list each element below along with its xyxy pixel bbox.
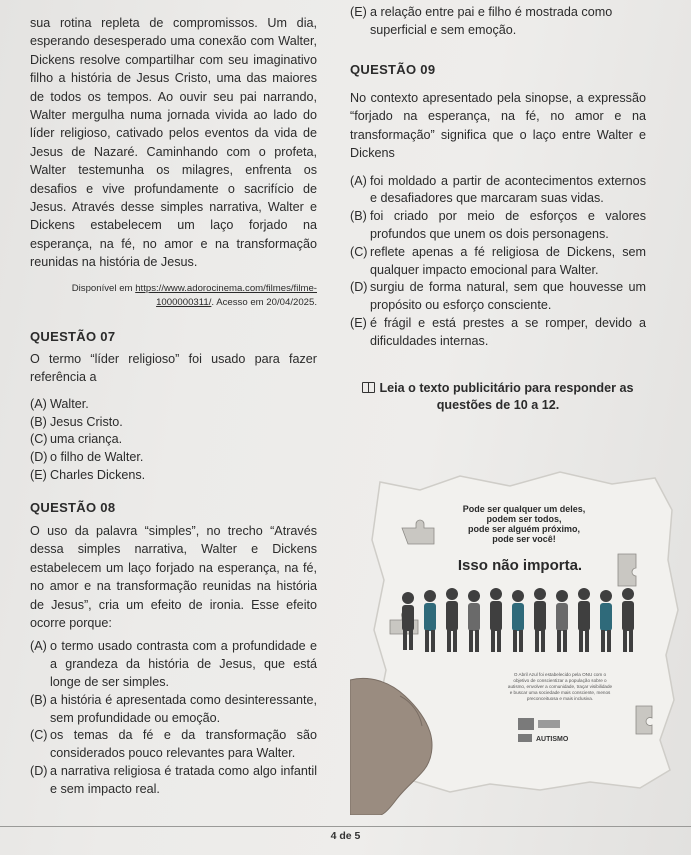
- option-b[interactable]: (B) foi criado por meio de esforços e valores profundos que unem os dois personagens.: [350, 209, 646, 242]
- option-c[interactable]: (C) uma criança.: [30, 432, 123, 447]
- passage-line: desafios e vive profundamente o sacrifício de: [30, 181, 317, 196]
- question-08-option-e[interactable]: (E) a relação entre pai e filho é mostrada como superficial e sem emoção.: [350, 5, 613, 37]
- option-a[interactable]: (A) Walter.: [30, 396, 89, 411]
- option-e[interactable]: (E) Charles Dickens.: [30, 468, 146, 482]
- ad-small-print: O Abril Azul foi estabelecido pela ONU com o: [513, 672, 607, 677]
- passage-line: líder religioso, cativado pelos eventos da vida de: [30, 126, 317, 141]
- source-link-continued[interactable]: 1000000311/: [156, 297, 212, 309]
- options-list: [30, 396, 317, 485]
- book-icon: [362, 382, 375, 393]
- question-stem: O termo “líder religioso” foi usado para fazer referência a: [30, 352, 317, 385]
- reading-instruction: Leia o texto publicitário para responder as questões de 10 a 12.: [350, 380, 646, 414]
- option-d[interactable]: (D) surgiu de forma natural, sem que houvesse um propósito ou esforço consciente.: [350, 280, 646, 313]
- logo-icon: [518, 734, 532, 742]
- ad-big-text: Isso não importa.: [457, 557, 583, 574]
- passage-text: [30, 14, 317, 272]
- passage-line: de todos os tempos. Ao ouvir seu pai narrando,: [30, 89, 317, 104]
- passage-line: sua rotina repleta de compromissos. Um dia,: [30, 16, 317, 30]
- option-c[interactable]: (C) reflete apenas a fé religiosa de Dickens, sem qualquer impacto emocional para Walter.: [350, 244, 646, 277]
- option-a[interactable]: (A) foi moldado a partir de acontecimentos externos e desafiadores que marcaram suas vidas.: [350, 173, 646, 206]
- ad-small-print: objetivo de conscientizar a população sobre o: [513, 678, 607, 683]
- question-title: QUESTÃO 07: [30, 329, 116, 344]
- passage-line: Jesus de Nazaré. Caminhando com o profeta,: [30, 144, 317, 159]
- ad-logo-text: AUTISMO: [536, 736, 569, 743]
- passage-line: Jesus. Através desse simples narrativa, Walter e: [30, 200, 317, 215]
- option-b[interactable]: (B) Jesus Cristo.: [30, 414, 123, 429]
- options-list: [30, 638, 317, 798]
- option-b[interactable]: (B) a história é apresentada como desinteressante, sem profundidade ou emoção.: [30, 692, 317, 725]
- passage-line: Dickens resolve compartilhar com seu imaginativo: [30, 52, 317, 67]
- option-c[interactable]: (C) os temas da fé e da transformação são considerados pouco relevantes para Walter.: [30, 728, 317, 761]
- logo-icon: [518, 718, 534, 730]
- passage-line: esperando desesperado uma conexão com Walter,: [30, 34, 317, 49]
- question-title: QUESTÃO 09: [350, 62, 436, 77]
- page-number: 4 de 5: [330, 830, 361, 842]
- ad-headline-3: pode ser alguém próximo,: [467, 524, 581, 534]
- question-07: [30, 329, 317, 485]
- ad-headline-2: podem ser todos,: [486, 514, 562, 524]
- question-title: QUESTÃO 08: [30, 500, 116, 515]
- passage-line: Walter testemunha os milagres, enfrenta os: [30, 163, 317, 178]
- passage-line: esperança, na fé, no amor e na transformação: [30, 236, 317, 251]
- question-08: [30, 500, 317, 799]
- source-citation: Disponível em https://www.adorocinema.com/filmes/filme- 1000000311/. Acesso em 20/04/2025.: [71, 282, 317, 309]
- question-stem: No contexto apresentado pela sinopse, a expressão “forjado na esperança, na fé, no amor e na transformação” significa que o laço entre Walter e Dickens: [350, 91, 646, 161]
- ad-headline-1: Pode ser qualquer um deles,: [462, 504, 586, 514]
- passage-line: Walter mergulha numa jornada vivida ao lado do: [30, 108, 317, 123]
- ad-small-print: e buscar uma sociedade mais consciente, menos: [509, 690, 611, 695]
- ad-small-print: autismo, envolver a comunidade, traçar visibilidade: [507, 684, 613, 689]
- passage: [30, 14, 317, 311]
- ad-headline-4: pode ser você!: [492, 534, 556, 544]
- ad-small-print: preconceituosa e mais inclusiva.: [526, 696, 594, 701]
- source-link[interactable]: https://www.adorocinema.com/filmes/filme-: [135, 282, 317, 294]
- footer-divider: [0, 826, 691, 827]
- question-09: [350, 62, 646, 351]
- option-e[interactable]: (E) é frágil e está prestes a se romper, devido a dificuldades internas.: [350, 316, 646, 348]
- logo-icon: [538, 720, 560, 728]
- option-d[interactable]: (D) a narrativa religiosa é tratada como algo infantil e sem impacto real.: [30, 764, 317, 796]
- passage-line: Dickens estabelecem um laço forjado na: [30, 218, 317, 233]
- passage-line: filho a história de Jesus Cristo, uma das maiores: [30, 71, 317, 86]
- autism-awareness-ad: [350, 470, 680, 815]
- passage-line: reunidas na história de Jesus.: [30, 255, 198, 270]
- option-d[interactable]: (D) o filho de Walter.: [30, 450, 144, 465]
- options-list: [350, 173, 646, 351]
- option-a[interactable]: (A) o termo usado contrasta com a profundidade e a grandeza da história de Jesus, que está longe de ser simples.: [30, 639, 317, 690]
- question-stem: O uso da palavra “simples”, no trecho “Através dessa simples narrativa, Walter e Dickens estabelecem um laço forjado na esperança, na fé, no amor e na transformação reunidas na história de Jesus”, cria um efeito de ironia. Esse efeito ocorre porque:: [30, 524, 317, 631]
